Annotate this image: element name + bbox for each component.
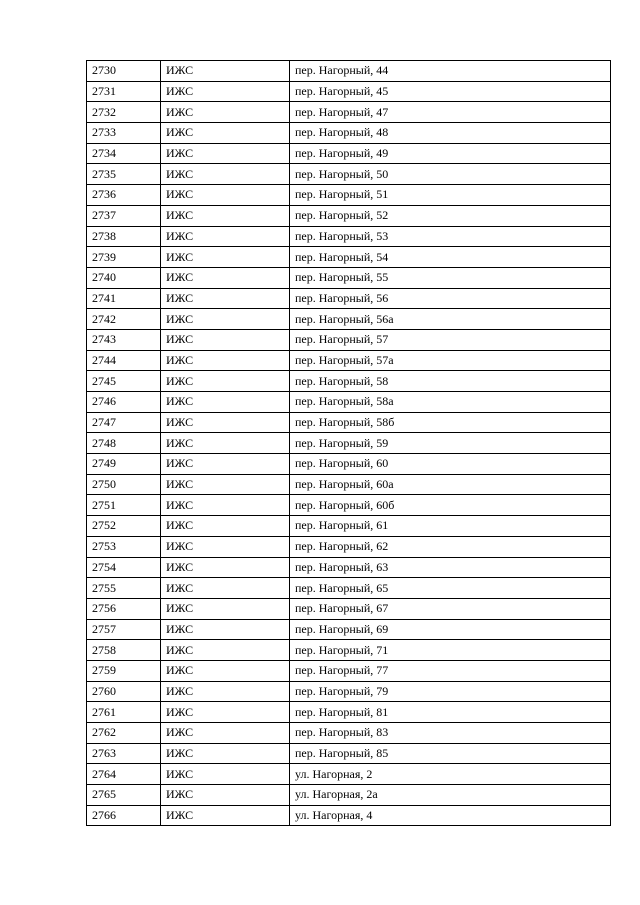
address-cell: пер. Нагорный, 59 [290, 433, 611, 454]
building-type-cell: ИЖС [161, 433, 290, 454]
table-row [87, 350, 611, 371]
address-cell: пер. Нагорный, 85 [290, 743, 611, 764]
address-cell: пер. Нагорный, 77 [290, 660, 611, 681]
table-row [87, 578, 611, 599]
address-cell: пер. Нагорный, 45 [290, 81, 611, 102]
address-cell: пер. Нагорный, 60а [290, 474, 611, 495]
building-type-cell: ИЖС [161, 392, 290, 413]
address-cell: пер. Нагорный, 60б [290, 495, 611, 516]
building-type-cell: ИЖС [161, 578, 290, 599]
building-type-cell: ИЖС [161, 640, 290, 661]
building-type-cell: ИЖС [161, 516, 290, 537]
row-number-cell: 2754 [87, 557, 161, 578]
row-number-cell: 2734 [87, 143, 161, 164]
building-type-cell: ИЖС [161, 619, 290, 640]
row-number-cell: 2741 [87, 288, 161, 309]
row-number-cell: 2738 [87, 226, 161, 247]
row-number-cell: 2765 [87, 785, 161, 806]
building-type-cell: ИЖС [161, 309, 290, 330]
address-cell: ул. Нагорная, 4 [290, 805, 611, 826]
table-row [87, 226, 611, 247]
address-cell: пер. Нагорный, 53 [290, 226, 611, 247]
building-type-cell: ИЖС [161, 702, 290, 723]
table-row [87, 702, 611, 723]
address-cell: пер. Нагорный, 61 [290, 516, 611, 537]
table-row [87, 516, 611, 537]
row-number-cell: 2740 [87, 267, 161, 288]
building-type-cell: ИЖС [161, 205, 290, 226]
building-type-cell: ИЖС [161, 267, 290, 288]
row-number-cell: 2759 [87, 660, 161, 681]
table-row [87, 371, 611, 392]
table-row [87, 267, 611, 288]
table-row [87, 785, 611, 806]
building-type-cell: ИЖС [161, 785, 290, 806]
row-number-cell: 2753 [87, 536, 161, 557]
table-row [87, 164, 611, 185]
table-row [87, 474, 611, 495]
table-row [87, 619, 611, 640]
row-number-cell: 2756 [87, 598, 161, 619]
table-row [87, 660, 611, 681]
address-cell: пер. Нагорный, 58а [290, 392, 611, 413]
building-type-cell: ИЖС [161, 681, 290, 702]
building-type-cell: ИЖС [161, 81, 290, 102]
row-number-cell: 2761 [87, 702, 161, 723]
address-cell: пер. Нагорный, 67 [290, 598, 611, 619]
address-cell: пер. Нагорный, 81 [290, 702, 611, 723]
building-type-cell: ИЖС [161, 805, 290, 826]
address-cell: пер. Нагорный, 71 [290, 640, 611, 661]
table-row [87, 81, 611, 102]
building-type-cell: ИЖС [161, 474, 290, 495]
address-cell: пер. Нагорный, 58б [290, 412, 611, 433]
table-row [87, 247, 611, 268]
row-number-cell: 2745 [87, 371, 161, 392]
table-row [87, 454, 611, 475]
row-number-cell: 2744 [87, 350, 161, 371]
building-type-cell: ИЖС [161, 247, 290, 268]
building-type-cell: ИЖС [161, 61, 290, 82]
row-number-cell: 2731 [87, 81, 161, 102]
table-row [87, 412, 611, 433]
row-number-cell: 2762 [87, 723, 161, 744]
address-cell: пер. Нагорный, 58 [290, 371, 611, 392]
building-type-cell: ИЖС [161, 557, 290, 578]
building-type-cell: ИЖС [161, 102, 290, 123]
table-row [87, 143, 611, 164]
table-row [87, 764, 611, 785]
row-number-cell: 2749 [87, 454, 161, 475]
table-row [87, 61, 611, 82]
table-row [87, 102, 611, 123]
row-number-cell: 2752 [87, 516, 161, 537]
row-number-cell: 2748 [87, 433, 161, 454]
table-row [87, 723, 611, 744]
table-row [87, 536, 611, 557]
table-row [87, 743, 611, 764]
table-row [87, 640, 611, 661]
table-row [87, 598, 611, 619]
address-cell: пер. Нагорный, 49 [290, 143, 611, 164]
address-cell: пер. Нагорный, 57 [290, 329, 611, 350]
table-row [87, 805, 611, 826]
building-type-cell: ИЖС [161, 288, 290, 309]
table-row [87, 329, 611, 350]
building-type-cell: ИЖС [161, 123, 290, 144]
address-cell: пер. Нагорный, 54 [290, 247, 611, 268]
building-type-cell: ИЖС [161, 185, 290, 206]
building-type-cell: ИЖС [161, 371, 290, 392]
table-row [87, 205, 611, 226]
address-cell: пер. Нагорный, 60 [290, 454, 611, 475]
address-cell: ул. Нагорная, 2 [290, 764, 611, 785]
row-number-cell: 2735 [87, 164, 161, 185]
table-row [87, 309, 611, 330]
row-number-cell: 2747 [87, 412, 161, 433]
table-row [87, 185, 611, 206]
address-cell: пер. Нагорный, 79 [290, 681, 611, 702]
building-type-cell: ИЖС [161, 164, 290, 185]
address-registry-table [86, 60, 611, 826]
address-cell: пер. Нагорный, 57а [290, 350, 611, 371]
building-type-cell: ИЖС [161, 764, 290, 785]
building-type-cell: ИЖС [161, 412, 290, 433]
address-cell: пер. Нагорный, 63 [290, 557, 611, 578]
address-cell: пер. Нагорный, 44 [290, 61, 611, 82]
row-number-cell: 2758 [87, 640, 161, 661]
address-cell: пер. Нагорный, 47 [290, 102, 611, 123]
row-number-cell: 2763 [87, 743, 161, 764]
table-row [87, 392, 611, 413]
row-number-cell: 2733 [87, 123, 161, 144]
row-number-cell: 2751 [87, 495, 161, 516]
address-cell: ул. Нагорная, 2а [290, 785, 611, 806]
address-cell: пер. Нагорный, 65 [290, 578, 611, 599]
row-number-cell: 2742 [87, 309, 161, 330]
table-row [87, 681, 611, 702]
table-row [87, 495, 611, 516]
row-number-cell: 2766 [87, 805, 161, 826]
building-type-cell: ИЖС [161, 495, 290, 516]
row-number-cell: 2737 [87, 205, 161, 226]
building-type-cell: ИЖС [161, 660, 290, 681]
address-cell: пер. Нагорный, 48 [290, 123, 611, 144]
address-cell: пер. Нагорный, 51 [290, 185, 611, 206]
address-cell: пер. Нагорный, 55 [290, 267, 611, 288]
address-cell: пер. Нагорный, 62 [290, 536, 611, 557]
building-type-cell: ИЖС [161, 350, 290, 371]
address-cell: пер. Нагорный, 69 [290, 619, 611, 640]
table-row [87, 123, 611, 144]
row-number-cell: 2755 [87, 578, 161, 599]
building-type-cell: ИЖС [161, 454, 290, 475]
building-type-cell: ИЖС [161, 143, 290, 164]
building-type-cell: ИЖС [161, 329, 290, 350]
table-row [87, 557, 611, 578]
address-cell: пер. Нагорный, 52 [290, 205, 611, 226]
building-type-cell: ИЖС [161, 743, 290, 764]
building-type-cell: ИЖС [161, 723, 290, 744]
row-number-cell: 2736 [87, 185, 161, 206]
address-cell: пер. Нагорный, 83 [290, 723, 611, 744]
building-type-cell: ИЖС [161, 536, 290, 557]
row-number-cell: 2760 [87, 681, 161, 702]
row-number-cell: 2739 [87, 247, 161, 268]
row-number-cell: 2757 [87, 619, 161, 640]
row-number-cell: 2750 [87, 474, 161, 495]
row-number-cell: 2764 [87, 764, 161, 785]
registry-table-body [87, 61, 611, 826]
building-type-cell: ИЖС [161, 598, 290, 619]
address-cell: пер. Нагорный, 56а [290, 309, 611, 330]
row-number-cell: 2746 [87, 392, 161, 413]
row-number-cell: 2743 [87, 329, 161, 350]
address-cell: пер. Нагорный, 56 [290, 288, 611, 309]
row-number-cell: 2730 [87, 61, 161, 82]
table-row [87, 288, 611, 309]
building-type-cell: ИЖС [161, 226, 290, 247]
address-cell: пер. Нагорный, 50 [290, 164, 611, 185]
row-number-cell: 2732 [87, 102, 161, 123]
table-row [87, 433, 611, 454]
